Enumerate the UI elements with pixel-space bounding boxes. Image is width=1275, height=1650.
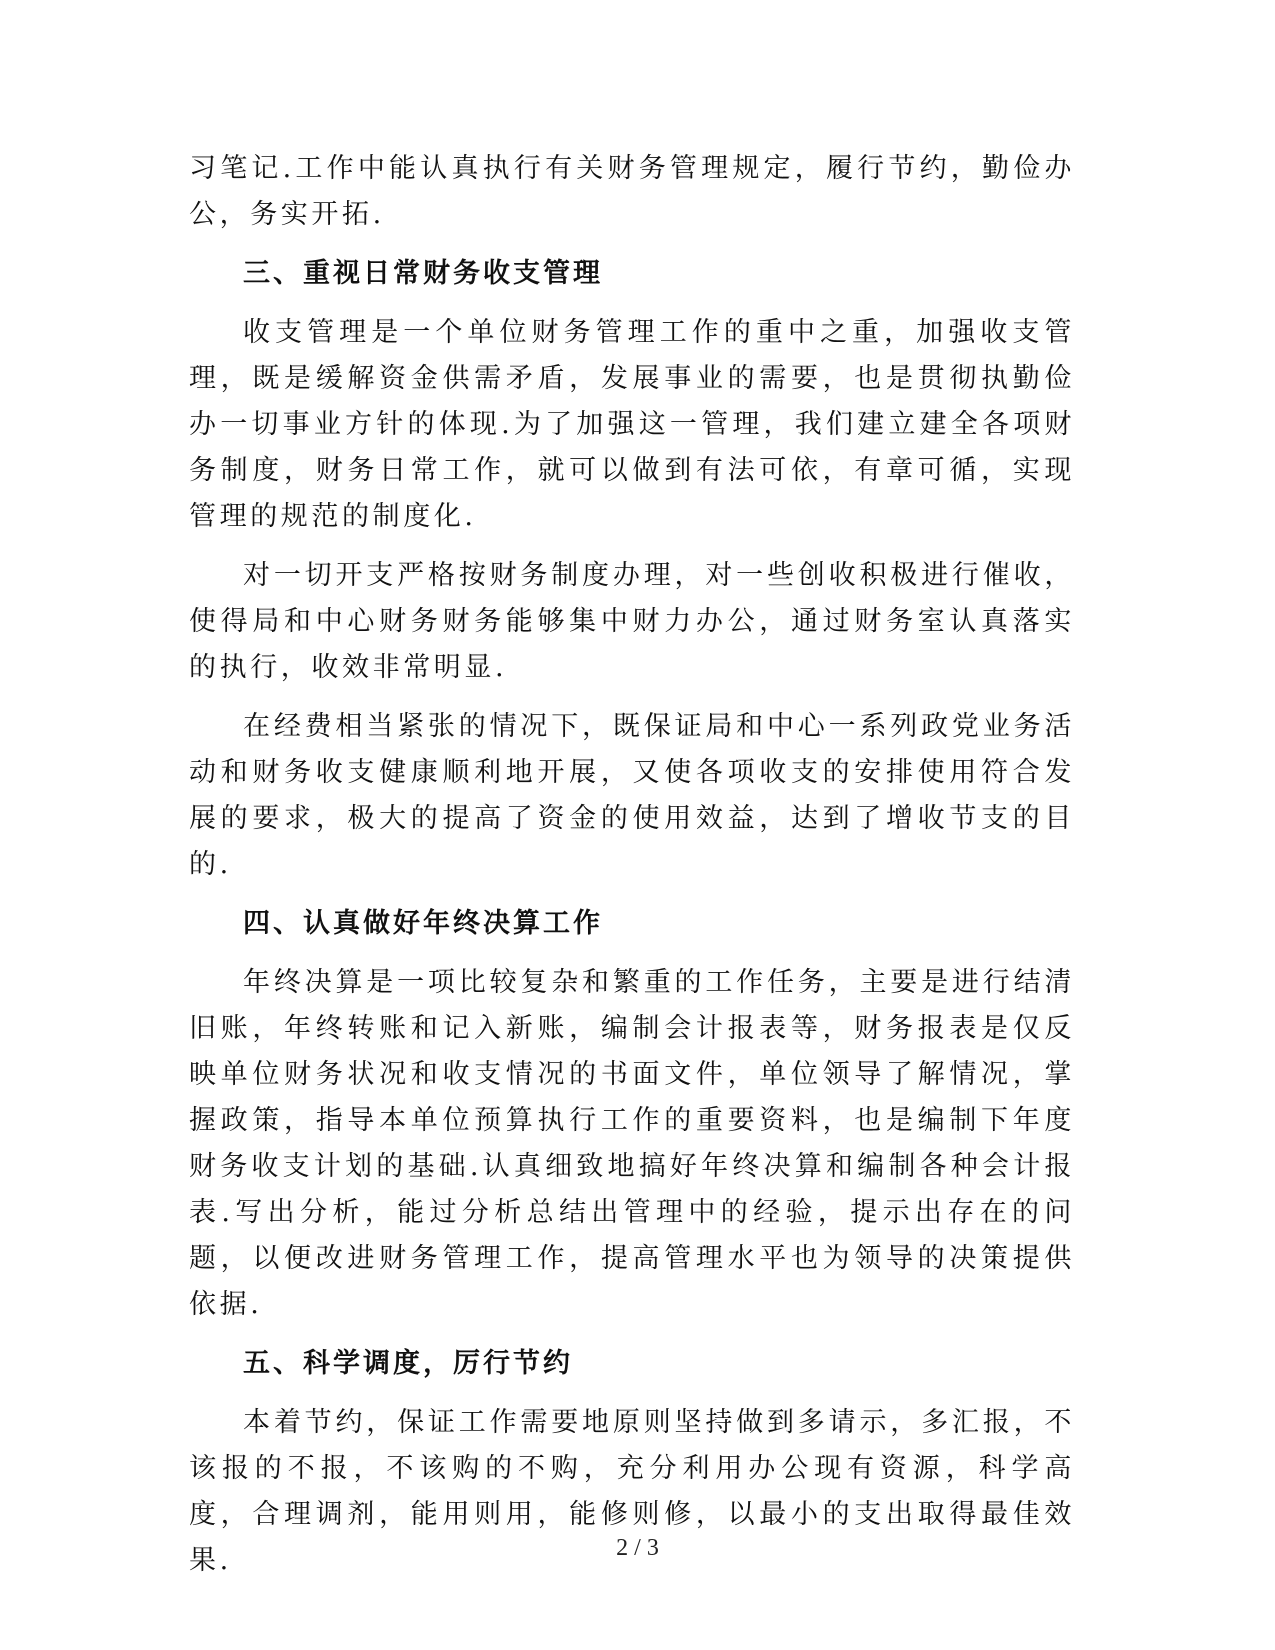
paragraph: 在经费相当紧张的情况下，既保证局和中心一系列政党业务活动和财务收支健康顺利地开展，又使各项收支的安排使用符合发展的要求，极大的提高了资金的使用效益，达到了增收节支的目的. bbox=[189, 711, 1075, 880]
paragraph: 年终决算是一项比较复杂和繁重的工作任务，主要是进行结清旧账，年终转账和记入新账，编制会计报表等，财务报表是仅反映单位财务状况和收支情况的书面文件，单位领导了解情况，掌握政策，指导本单位预算执行工作的重要资料，也是编制下年度财务收支计划的基础.认真细致地搞好年终决算和编制各种会计报表.写出分析，能过分析总结出管理中的经验，提示出存在的问题，以便改进财务管理工作，提高管理水平也为领导的决策提供依据. bbox=[189, 967, 1075, 1320]
section-heading-4: 四、认真做好年终决算工作 bbox=[243, 908, 603, 939]
section-heading-3: 三、重视日常财务收支管理 bbox=[243, 258, 603, 289]
paragraph: 本着节约，保证工作需要地原则坚持做到多请示，多汇报，不该报的不报，不该购的不购，充分利用办公现有资源，科学高度，合理调剂，能用则用，能修则修，以最小的支出取得最佳效果. bbox=[189, 1407, 1075, 1576]
paragraph: 收支管理是一个单位财务管理工作的重中之重，加强收支管理，既是缓解资金供需矛盾，发展事业的需要，也是贯彻执勤俭办一切事业方针的体现.为了加强这一管理，我们建立建全各项财务制度，财务日常工作，就可以做到有法可依，有章可循，实现管理的规范的制度化. bbox=[189, 317, 1075, 532]
paragraph: 对一切开支严格按财务制度办理，对一些创收积极进行催收，使得局和中心财务财务能够集中财力办公，通过财务室认真落实的执行，收效非常明显. bbox=[189, 560, 1075, 683]
document-body bbox=[189, 146, 1075, 1584]
page-number: 2 / 3 bbox=[616, 1535, 659, 1561]
section-heading-5: 五、科学调度，厉行节约 bbox=[243, 1348, 573, 1379]
paragraph-continued: 习笔记.工作中能认真执行有关财务管理规定，履行节约，勤俭办公，务实开拓. bbox=[189, 153, 1075, 230]
